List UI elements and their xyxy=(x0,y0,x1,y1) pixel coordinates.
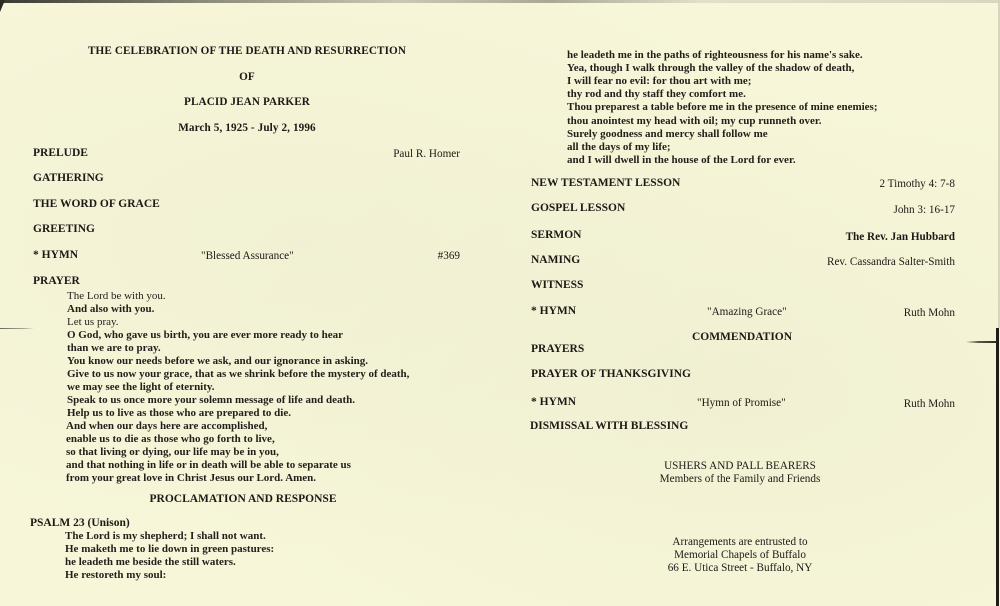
order-heading: * HYMN xyxy=(531,305,577,317)
deceased-name: PLACID JEAN PARKER xyxy=(184,96,310,108)
order-heading: NEW TESTAMENT LESSON xyxy=(531,177,681,189)
order-heading: PRELUDE xyxy=(33,147,88,159)
order-heading: PRAYERS xyxy=(531,343,585,355)
psalm-line: and I will dwell in the house of the Lord for ever. xyxy=(567,154,796,166)
prayer-line: enable us to die as those who go forth to live, xyxy=(66,433,275,445)
order-heading: WITNESS xyxy=(531,279,584,291)
psalm-line: Yea, though I walk through the valley of the shadow of death, xyxy=(567,62,855,74)
ushers-text: Members of the Family and Friends xyxy=(659,473,821,485)
officiant-name: Rev. Cassandra Salter-Smith xyxy=(827,256,955,268)
life-dates: March 5, 1925 - July 2, 1996 xyxy=(178,122,316,134)
prayer-line: than we are to pray. xyxy=(67,342,161,354)
hymn-title: "Hymn of Promise" xyxy=(697,397,786,409)
order-heading: * HYMN xyxy=(531,396,577,408)
order-heading: PRAYER OF THANKSGIVING xyxy=(531,368,691,380)
prayer-line: Speak to us once more your solemn message of life and death. xyxy=(67,394,356,406)
fold-mark xyxy=(966,341,997,343)
psalm-line: Thou preparest a table before me in the presence of mine enemies; xyxy=(567,101,878,113)
prayer-line: and that nothing in life or in death will be able to separate us xyxy=(66,459,351,471)
arrangements-line: Arrangements are entrusted to xyxy=(672,536,808,548)
prayer-line: Give to us now your grace, that as we shrink before the mystery of death, xyxy=(67,368,410,380)
hymn-performer: Ruth Mohn xyxy=(903,398,955,410)
hymn-title: "Amazing Grace" xyxy=(707,306,787,318)
psalm-line: I will fear no evil: for thou art with me; xyxy=(567,75,752,87)
psalm-line: He restoreth my soul: xyxy=(65,569,167,581)
scripture-reference: John 3: 16-17 xyxy=(893,204,955,216)
prayer-line: so that living or dying, our life may be in you, xyxy=(66,446,279,458)
order-heading: PRAYER xyxy=(33,275,80,287)
preacher-name: The Rev. Jan Hubbard xyxy=(845,231,955,243)
psalm-line: thy rod and thy staff they comfort me. xyxy=(567,88,746,100)
prayer-line: And also with you. xyxy=(67,303,155,315)
prayer-line: And when our days here are accomplished, xyxy=(66,420,268,432)
hymn-number: #369 xyxy=(437,250,460,262)
hymn-performer: Ruth Mohn xyxy=(903,307,955,319)
order-heading: NAMING xyxy=(531,254,581,266)
order-heading: DISMISSAL WITH BLESSING xyxy=(530,420,689,432)
psalm-line: he leadeth me beside the still waters. xyxy=(65,556,236,568)
order-heading: GATHERING xyxy=(33,172,104,184)
funeral-home-name: Memorial Chapels of Buffalo xyxy=(674,549,806,561)
funeral-home-address: 66 E. Utica Street - Buffalo, NY xyxy=(667,562,813,574)
order-heading: THE WORD OF GRACE xyxy=(33,198,160,210)
page-title: THE CELEBRATION OF THE DEATH AND RESURRECTION xyxy=(87,45,407,57)
fold-mark xyxy=(0,328,34,329)
hymn-title: "Blessed Assurance" xyxy=(201,250,294,262)
prayer-line: The Lord be with you. xyxy=(67,290,166,302)
scan-right-edge-dark xyxy=(996,328,999,606)
section-heading: PROCLAMATION AND RESPONSE xyxy=(149,493,337,505)
scripture-reference: 2 Timothy 4: 7-8 xyxy=(879,178,955,190)
commendation-heading: COMMENDATION xyxy=(691,331,793,343)
ushers-heading: USHERS AND PALL BEARERS xyxy=(664,460,816,472)
prayer-line: O God, who gave us birth, you are ever more ready to hear xyxy=(67,329,343,341)
order-heading: GREETING xyxy=(33,223,95,235)
psalm-line: all the days of my life; xyxy=(567,141,671,153)
order-heading: * HYMN xyxy=(33,249,79,261)
order-detail: Paul R. Homer xyxy=(393,148,460,160)
title-of: OF xyxy=(239,71,255,83)
order-heading: GOSPEL LESSON xyxy=(531,202,626,214)
scan-corner xyxy=(0,0,5,12)
scan-top-edge xyxy=(0,0,1000,3)
prayer-line: Help us to live as those who are prepared to die. xyxy=(67,407,291,419)
psalm-line: thou anointest my head with oil; my cup runneth over. xyxy=(567,115,822,127)
psalm-line: Surely goodness and mercy shall follow me xyxy=(567,128,768,140)
prayer-line: Let us pray. xyxy=(67,316,119,328)
prayer-line: from your great love in Christ Jesus our Lord. Amen. xyxy=(66,472,317,484)
prayer-line: we may see the light of eternity. xyxy=(67,381,215,393)
psalm-line: he leadeth me in the paths of righteousness for his name's sake. xyxy=(567,49,863,61)
prayer-line: You know our needs before we ask, and our ignorance in asking. xyxy=(67,355,369,367)
psalm-heading: PSALM 23 (Unison) xyxy=(30,517,130,529)
psalm-line: He maketh me to lie down in green pastures: xyxy=(65,543,275,555)
order-heading: SERMON xyxy=(531,229,582,241)
psalm-line: The Lord is my shepherd; I shall not want. xyxy=(65,530,266,542)
